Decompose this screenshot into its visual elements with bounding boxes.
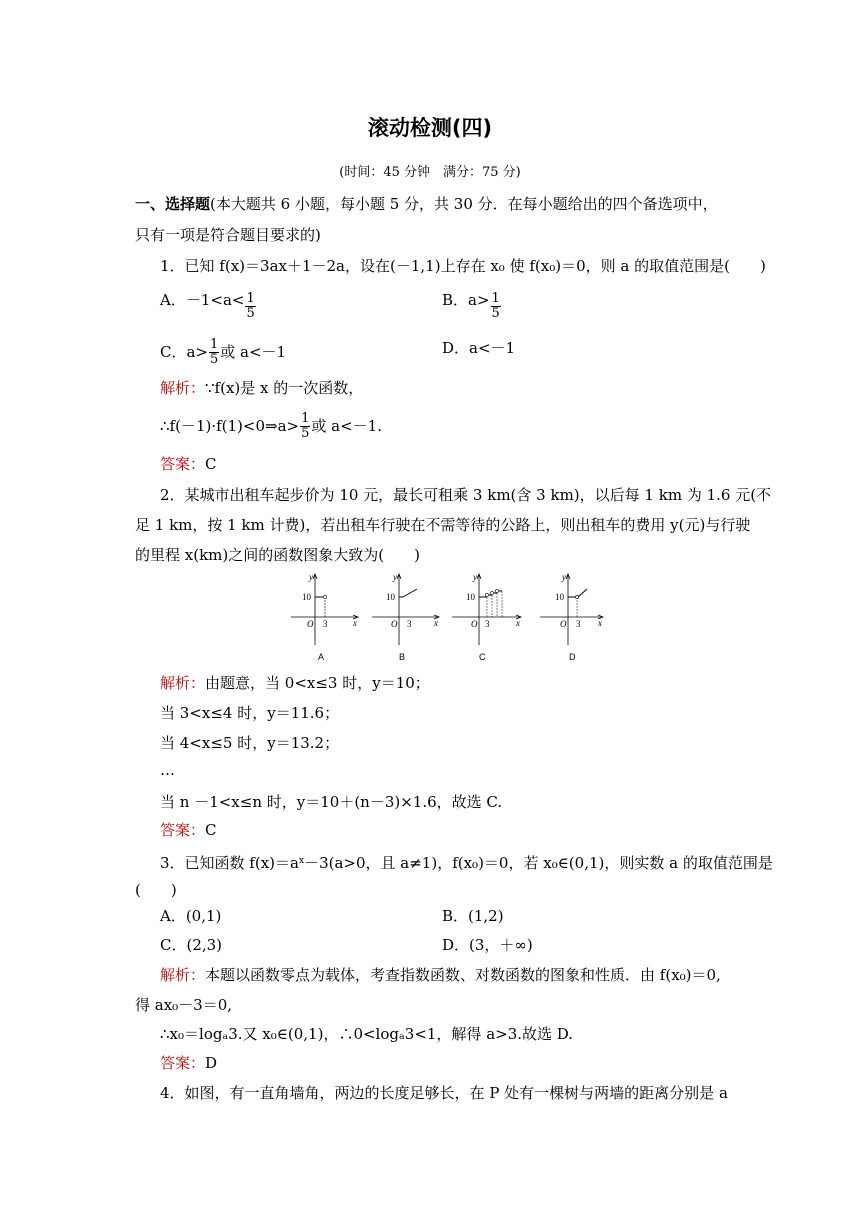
answer-label: 答案：: [160, 455, 206, 473]
q2-graph-figures: [285, 570, 605, 665]
q1-option-b: B．a> $\frac{1}{5}$: [442, 291, 500, 321]
q1-answer: 答案：C: [160, 455, 217, 473]
analysis-label: 解析：: [160, 379, 206, 397]
svg-text:y: y: [393, 572, 397, 582]
graph-b: [372, 572, 439, 662]
q4-line-1: 4．如图，有一直角墙角，两边的长度足够长，在 P 处有一棵树与两墙的距离分别是 a: [160, 1084, 728, 1102]
q3-analysis-1: 解析：本题以函数零点为载体，考查指数函数、对数函数的图象和性质．由 f(x₀)＝0,: [160, 966, 721, 984]
svg-text:10: 10: [302, 592, 311, 602]
section-heading: [135, 194, 718, 214]
svg-text:10: 10: [386, 592, 395, 602]
q3-analysis-3: ∴x₀＝logₐ3.又 x₀∈(0,1)，∴0<logₐ3<1，解得 a>3.故选 D.: [160, 1025, 574, 1043]
svg-text:3: 3: [485, 619, 490, 629]
q2-analysis-3: 当 4<x≤5 时，y＝13.2；: [160, 734, 340, 752]
q3-option-b: B．(1,2): [442, 907, 504, 925]
analysis-label: 解析：: [160, 674, 206, 692]
svg-text:y: y: [473, 572, 477, 582]
section-desc-1: (本大题共 6 小题，每小题 5 分，共 30 分．在每小题给出的四个备选项中，: [210, 195, 718, 213]
q3-analysis-2: 得 ax₀－3＝0,: [135, 996, 233, 1014]
svg-text:x: x: [598, 618, 602, 628]
section-title: 一、选择题: [135, 195, 211, 213]
q3-line-1: 3．已知函数 $f(x)=a^x-3(a>0$，且 a≠1)，f(x₀)＝0，若 x₀∈(0,1)，则实数 a 的取值范围是: [160, 854, 773, 872]
q2-line-3: 的里程 x(km)之间的函数图象大致为( ): [135, 546, 420, 564]
svg-text:10: 10: [555, 592, 564, 602]
q2-line-2: 足 1 km，按 1 km 计费)，若出租车行驶在不需等待的公路上，则出租车的费用 y(元)与行驶: [135, 516, 751, 534]
graph-c: [452, 572, 521, 662]
svg-text:A: A: [318, 652, 325, 662]
svg-text:x: x: [434, 618, 438, 628]
q1-stem: 1．已知 f(x)＝3ax＋1－2a，设在(－1,1)上存在 x₀ 使 f(x₀)＝0，则 a 的取值范围是( ): [160, 257, 766, 275]
q1-option-d: D．a<－1: [442, 339, 516, 357]
answer-label: 答案：: [160, 1054, 206, 1072]
svg-text:B: B: [399, 652, 406, 662]
svg-text:y: y: [309, 572, 313, 582]
svg-text:D: D: [569, 652, 576, 662]
q1-option-a: A．－1<a< $\frac{1}{5}$: [160, 291, 255, 321]
exam-info: (时间：45 分钟 满分：75 分): [339, 165, 521, 180]
q2-analysis-4: …: [160, 761, 175, 779]
q3-option-c: C．(2,3): [160, 936, 223, 954]
q1-analysis-2: ∴f(－1)·f(1)<0⇒a> $\frac{1}{5}$ 或 a<－1.: [160, 411, 382, 441]
q3-option-a: A．(0,1): [160, 907, 222, 925]
q1-option-c: C．a> $\frac{1}{5}$ 或 a<－1: [160, 337, 287, 367]
svg-text:3: 3: [576, 619, 581, 629]
svg-text:3: 3: [323, 619, 328, 629]
q2-analysis-2: 当 3<x≤4 时，y＝11.6；: [160, 704, 340, 722]
q2-line-1: 2．某城市出租车起步价为 10 元，最长可租乘 3 km(含 3 km)，以后每 1 km 为 1.6 元(不: [160, 486, 772, 504]
answer-label: 答案：: [160, 821, 206, 839]
analysis-label: 解析：: [160, 966, 206, 984]
q2-analysis-1: 解析：由题意，当 0<x≤3 时，y＝10；: [160, 674, 430, 692]
q3-option-d: D．(3，＋∞): [442, 936, 533, 954]
page-title: 滚动检测(四): [367, 116, 493, 140]
q2-analysis-5: 当 n －1<x≤n 时，y＝10＋(n－3)×1.6，故选 C.: [160, 793, 503, 811]
svg-text:O: O: [471, 619, 478, 629]
q3-answer: 答案：D: [160, 1054, 218, 1072]
graph-d: [540, 572, 603, 662]
svg-text:x: x: [353, 618, 357, 628]
svg-text:O: O: [560, 619, 567, 629]
svg-text:O: O: [307, 619, 314, 629]
svg-text:O: O: [391, 619, 398, 629]
section-desc-2: 只有一项是符合题目要求的): [135, 226, 321, 244]
svg-text:C: C: [479, 652, 486, 662]
svg-text:10: 10: [466, 592, 475, 602]
svg-text:3: 3: [407, 619, 412, 629]
q3-line-2: ( ): [135, 881, 177, 899]
graph-a: [291, 572, 358, 662]
svg-text:x: x: [516, 618, 520, 628]
q1-analysis-1: 解析：∵f(x)是 x 的一次函数，: [160, 379, 364, 397]
q2-answer: 答案：C: [160, 821, 217, 839]
svg-text:y: y: [562, 572, 566, 582]
